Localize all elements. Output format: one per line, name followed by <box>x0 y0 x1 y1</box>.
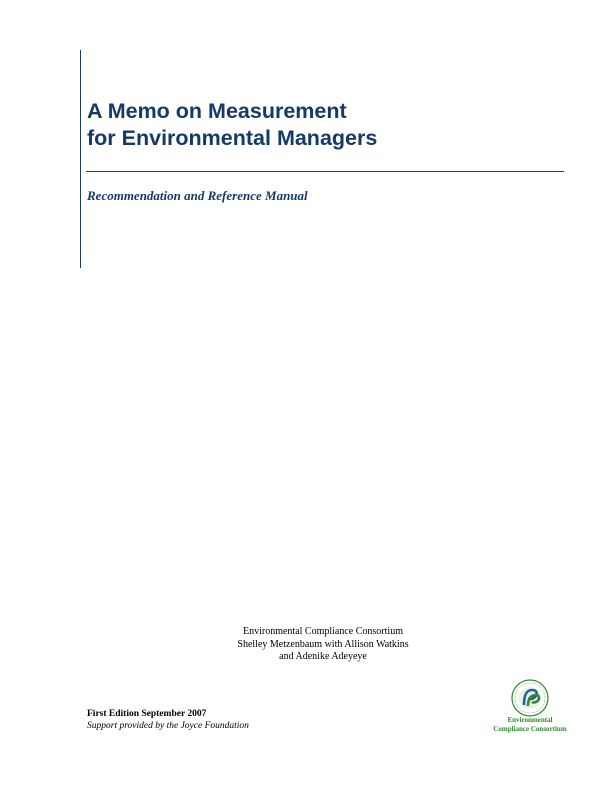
author-block <box>203 626 443 664</box>
edition-label: First Edition September 2007 <box>87 709 207 719</box>
title-rule <box>86 171 564 172</box>
title-line-1: A Memo on Measurement <box>87 99 347 123</box>
support-note: Support provided by the Joyce Foundation <box>87 721 249 731</box>
logo-wordmark <box>490 716 570 733</box>
title-line-2: for Environmental Managers <box>87 126 378 150</box>
page-title <box>87 98 557 152</box>
author-org: Environmental Compliance Consortium <box>243 626 403 637</box>
logo-line-1: Environmental <box>507 716 553 724</box>
edition-block <box>87 708 249 732</box>
author-line-2: Shelley Metzenbaum with Allison Watkins <box>237 638 409 650</box>
logo-line-2: Compliance Consortium <box>493 724 567 733</box>
subtitle: Recommendation and Reference Manual <box>87 188 308 203</box>
left-rule <box>80 50 81 268</box>
author-line-3: and Adenike Adeyeye <box>279 651 367 662</box>
consortium-logo <box>490 678 570 736</box>
consortium-seal-icon <box>498 678 562 718</box>
